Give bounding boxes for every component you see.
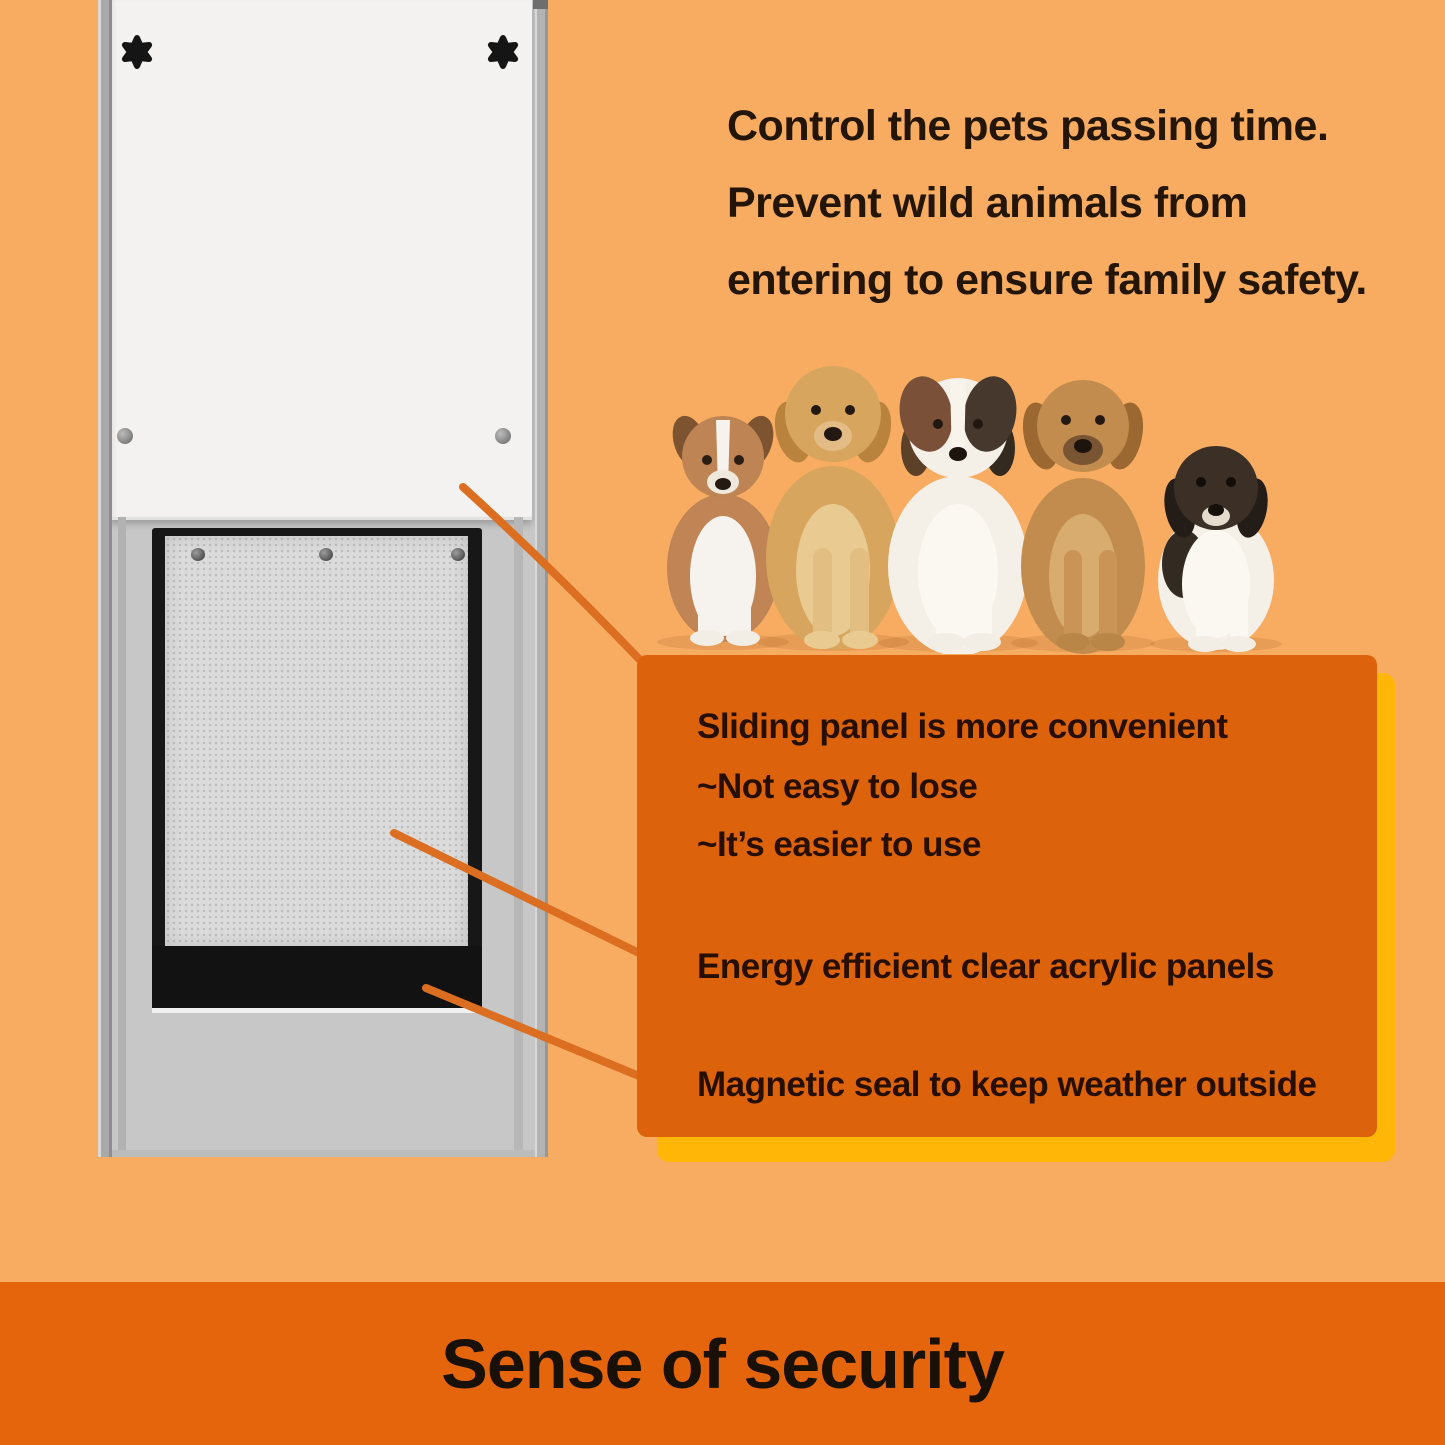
flap-screw-icon [451, 548, 465, 561]
feature-sliding-bullet2: ~It’s easier to use [697, 825, 981, 864]
puppy-spaniel [1158, 446, 1274, 652]
feature-sliding-title: Sliding panel is more convenient [697, 707, 1228, 746]
pet-door-product [98, 0, 548, 1157]
feature-magnetic: Magnetic seal to keep weather outside [697, 1065, 1317, 1104]
star-knob-icon [485, 34, 521, 70]
hero-line-2: Prevent wild animals from [727, 179, 1248, 227]
feature-sliding-bullet1: ~Not easy to lose [697, 767, 978, 806]
bottom-banner [0, 1282, 1445, 1445]
flap-screw-icon [319, 548, 333, 561]
flap-screw-icon [191, 548, 205, 561]
feature-acrylic: Energy efficient clear acrylic panels [697, 947, 1274, 986]
callout-box [637, 655, 1377, 1137]
puppies-photo [628, 320, 1400, 654]
sill-shadow [112, 1150, 535, 1157]
magnetic-seal-strip [152, 946, 482, 1008]
puppy-collie-mix [666, 411, 779, 646]
screw-icon [117, 428, 133, 444]
acrylic-flap-panel [165, 536, 468, 946]
puppy-tan-hound [1017, 380, 1148, 654]
frame-groove [118, 517, 126, 1157]
hero-line-1: Control the pets passing time. [727, 102, 1329, 150]
hero-text [727, 88, 1367, 319]
screw-icon [495, 428, 511, 444]
sill-highlight [152, 1008, 482, 1013]
hero-line-3: entering to ensure family safety. [727, 256, 1367, 304]
puppy-st-bernard [888, 372, 1028, 654]
banner-title: Sense of security [441, 1324, 1004, 1403]
sliding-lock-panel [110, 0, 532, 517]
door-frame-right-rail [535, 0, 548, 1157]
frame-cap [533, 0, 548, 9]
puppy-golden-retriever [766, 366, 900, 650]
star-knob-icon [119, 34, 155, 70]
door-frame-left-rail [98, 0, 112, 1157]
pet-flap-opening [152, 528, 482, 1008]
frame-groove [514, 517, 523, 1157]
